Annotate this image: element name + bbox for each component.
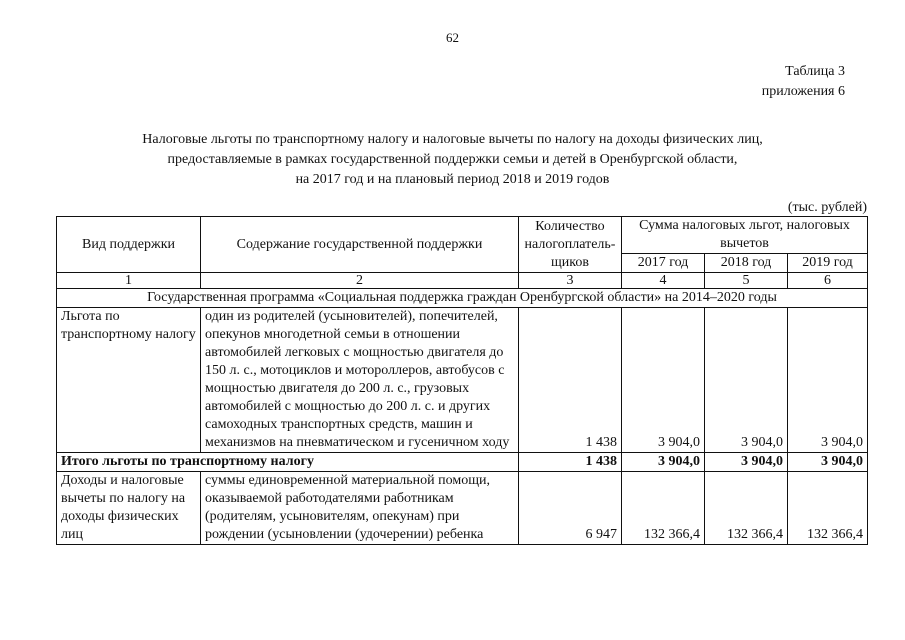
total-2018: 3 904,0 — [705, 453, 788, 472]
title-line2: предоставляемые в рамках государственной поддержки семьи и детей в Оренбургской области, — [167, 152, 738, 167]
header-2018: 2018 год — [705, 254, 788, 273]
total-count: 1 438 — [519, 453, 622, 472]
document-title — [40, 130, 865, 190]
total-2019: 3 904,0 — [788, 453, 868, 472]
header-2017: 2017 год — [622, 254, 705, 273]
taxpayer-count: 6 947 — [519, 472, 622, 545]
column-index: 4 — [622, 273, 705, 289]
value-2017: 3 904,0 — [622, 308, 705, 453]
header-sum: Сумма налоговых льгот, налоговых вычетов — [622, 217, 868, 254]
total-2017: 3 904,0 — [622, 453, 705, 472]
units-label: (тыс. рублей) — [787, 200, 867, 215]
table-ref-line2: приложения 6 — [761, 84, 845, 99]
support-content: суммы единовременной материальной помощи, оказываемой работодателями работникам (родителям, усыновителям, опекунам) при рождении (усыновлении (удочерении) ребенка — [201, 472, 519, 545]
program-row — [57, 289, 868, 308]
header-content: Содержание государственной поддержки — [201, 217, 519, 273]
support-type: Доходы и налоговые вычеты по налогу на доходы физических лиц — [57, 472, 201, 545]
header-count: Количество налогоплатель-щиков — [519, 217, 622, 273]
taxpayer-count: 1 438 — [519, 308, 622, 453]
total-row — [57, 453, 868, 472]
column-index-row — [57, 273, 868, 289]
title-line1: Налоговые льготы по транспортному налогу и налоговые вычеты по налогу на доходы физических лиц, — [142, 132, 763, 147]
header-row — [57, 217, 868, 254]
support-type: Льгота по транспортному налогу — [57, 308, 201, 453]
column-index: 1 — [57, 273, 201, 289]
page-number: 62 — [446, 30, 459, 45]
value-2018: 3 904,0 — [705, 308, 788, 453]
table-reference — [762, 62, 845, 102]
title-line3: на 2017 год и на плановый период 2018 и 2019 годов — [295, 172, 610, 187]
total-label: Итого льготы по транспортному налогу — [57, 453, 519, 472]
value-2019: 3 904,0 — [788, 308, 868, 453]
table-row — [57, 472, 868, 545]
benefits-table — [56, 216, 868, 545]
table-ref-line1: Таблица 3 — [785, 64, 845, 79]
column-index: 3 — [519, 273, 622, 289]
value-2017: 132 366,4 — [622, 472, 705, 545]
value-2018: 132 366,4 — [705, 472, 788, 545]
header-type: Вид поддержки — [57, 217, 201, 273]
header-2019: 2019 год — [788, 254, 868, 273]
value-2019: 132 366,4 — [788, 472, 868, 545]
table-row — [57, 308, 868, 453]
column-index: 2 — [201, 273, 519, 289]
column-index: 5 — [705, 273, 788, 289]
support-content: один из родителей (усыновителей), попечителей, опекунов многодетной семьи в отношении автомобилей легковых с мощностью двигателя до 150 л. с., мотоциклов и мотороллеров, автобусов с мощностью двигателя до 200 л. с., грузовых автомобилей с мощностью до 200 л. с. и других самоходных транспортных средств, машин и механизмов на пневматическом и гусеничном ходу — [201, 308, 519, 453]
column-index: 6 — [788, 273, 868, 289]
program-name: Государственная программа «Социальная поддержка граждан Оренбургской области» на 2014–2020 годы — [57, 289, 868, 308]
